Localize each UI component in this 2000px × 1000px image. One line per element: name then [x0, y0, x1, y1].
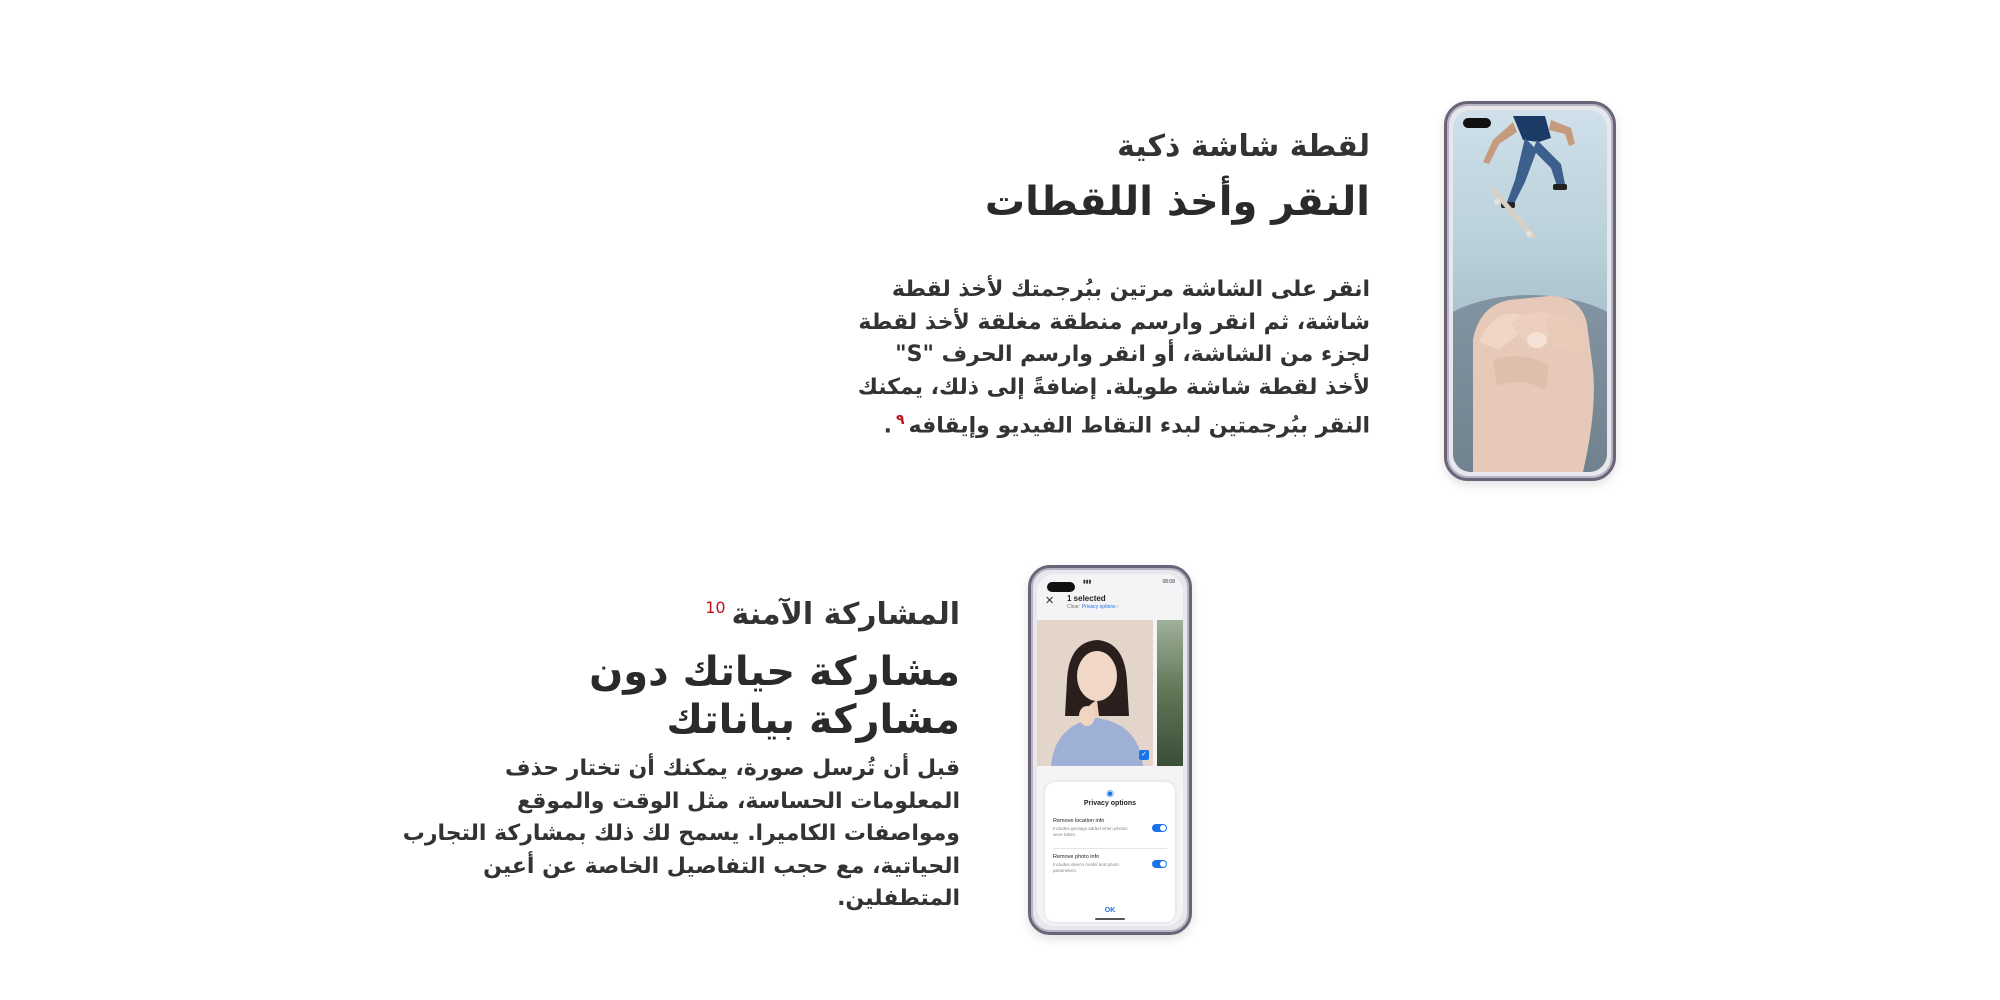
option1-desc: Includes geotags added when photos were taken. [1053, 826, 1128, 837]
footnote-10[interactable]: 10 [705, 598, 726, 617]
smart-screenshot-section [850, 128, 1370, 443]
selected-sub-prefix: Clear: [1067, 604, 1081, 610]
section1-eyebrow: لقطة شاشة ذكية [1117, 129, 1370, 164]
remove-location-option[interactable] [1053, 818, 1167, 837]
selected-subtitle: Clear: Privacy options › [1067, 604, 1119, 610]
option1-title: Remove location info [1053, 818, 1105, 824]
option2-title: Remove photo info [1053, 854, 1100, 860]
phone-screen-gallery [1037, 574, 1183, 926]
front-camera-icon [1047, 582, 1075, 592]
selection-header [1043, 594, 1177, 616]
section1-body [850, 274, 1370, 443]
close-icon[interactable]: ✕ [1045, 595, 1055, 607]
section2-headline-line2: مشاركة بياناتك [666, 697, 960, 744]
portrait-illustration [1037, 620, 1153, 766]
privacy-options-title: Privacy options [1083, 800, 1137, 807]
section1-body-text: انقر على الشاشة مرتين ببُرجمتك لأخذ لقطة شاشة، ثم انقر وارسم منطقة مغلقة لأخذ لقطة لجزء من الشاشة، أو انقر وارسم الحرف "S" لأخذ لقطة شاشة طويلة. إضافةً إلى ذلك، يمكنك النقر ببُرجمتين لبدء التقاط الفيديو وإيقافه [857, 277, 1370, 439]
gallery-photo-nature[interactable] [1157, 620, 1183, 766]
selected-photo-portrait[interactable] [1037, 620, 1153, 766]
privacy-options-link[interactable]: Privacy options [1081, 604, 1116, 610]
remove-photo-info-option[interactable] [1053, 854, 1167, 873]
phone-mockup-secure-share [1028, 565, 1192, 935]
signal-icon: ▮▮▮ [1083, 579, 1092, 585]
selected-check-icon: ✓ [1139, 750, 1149, 760]
remove-photo-info-toggle[interactable] [1152, 860, 1167, 868]
footnote-9[interactable]: ٩ [895, 412, 905, 429]
section2-eyebrow-text: المشاركة الآمنة [731, 597, 960, 632]
phone-mockup-screenshot [1444, 101, 1616, 481]
selected-count: 1 selected [1067, 594, 1106, 603]
front-camera-icon [1463, 118, 1491, 128]
section2-body: قبل أن تُرسل صورة، يمكنك أن تختار حذف المعلومات الحساسة، مثل الوقت والموقع ومواصفات الكاميرا. يسمح لك ذلك بمشاركة التجارب الحياتية، مع حجب التفاصيل الخاصة عن أعين المتطفلين. [402, 756, 960, 912]
skater-hand-illustration [1453, 110, 1607, 472]
skater-figure [1483, 116, 1575, 237]
option2-desc: Includes device model and photo parameters. [1053, 862, 1119, 873]
options-divider [1053, 848, 1167, 849]
privacy-options-sheet [1045, 782, 1175, 922]
ok-button[interactable]: OK [1104, 907, 1116, 914]
remove-location-toggle[interactable] [1152, 824, 1167, 832]
section2-eyebrow [400, 596, 960, 634]
section1-headline: النقر وأخذ اللقطات [984, 178, 1370, 225]
privacy-shield-icon: ◉ [1106, 788, 1114, 798]
hand-knuckle-illustration [1473, 296, 1594, 472]
phone-screen-skater [1453, 110, 1607, 472]
section2-headline-line1: مشاركة حياتك دون [589, 648, 960, 695]
secure-share-section [400, 596, 960, 916]
section2-headline [400, 648, 960, 746]
section1-body-end: . [883, 413, 892, 439]
home-indicator [1095, 918, 1125, 920]
status-time: 08:08 [1162, 579, 1175, 585]
